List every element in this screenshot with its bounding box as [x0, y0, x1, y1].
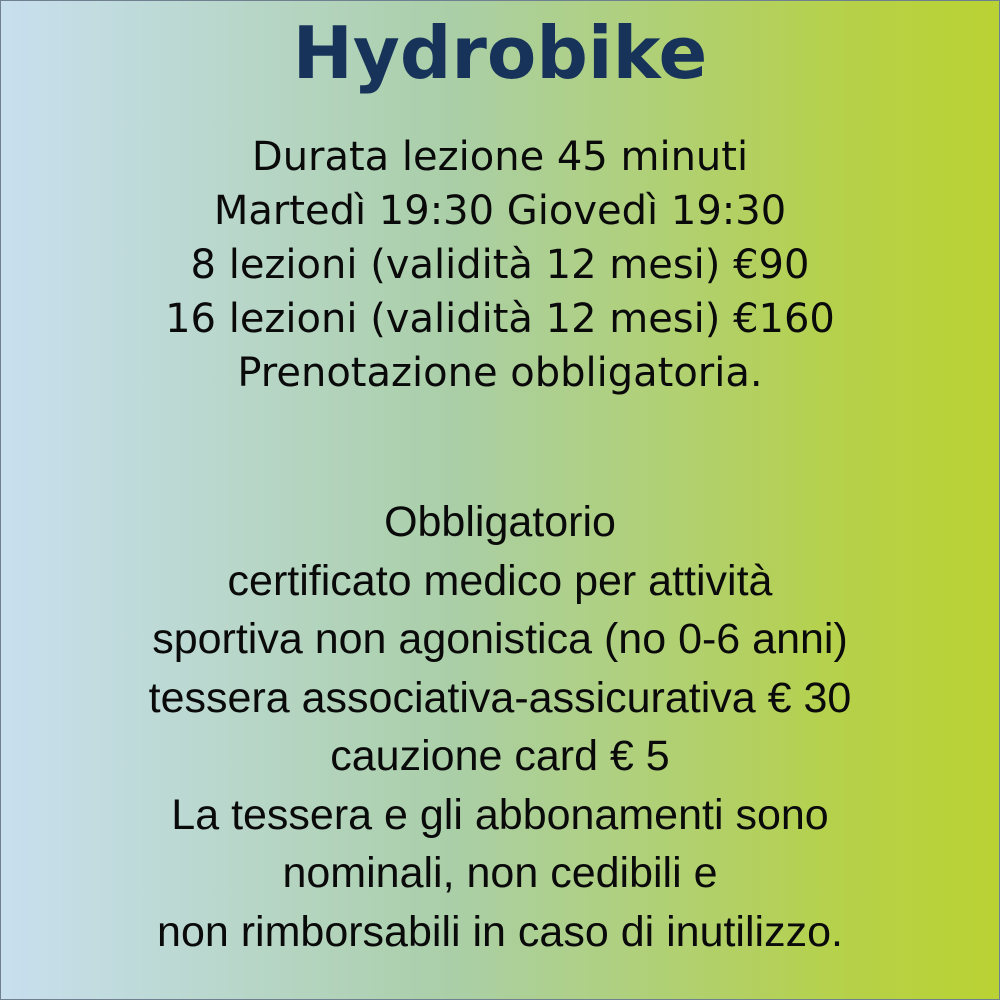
terms-line-2: nominali, non cedibili e	[282, 849, 718, 897]
terms-line-1: La tessera e gli abbonamenti sono	[171, 790, 829, 839]
requirements-heading: Obbligatorio	[384, 498, 616, 546]
medical-certificate-line: certificato medico per attività	[227, 556, 773, 605]
price-16-lessons: 16 lezioni (validità 12 mesi) €160	[165, 296, 835, 342]
booking-note: Prenotazione obbligatoria.	[237, 350, 763, 396]
requirements-info	[1, 493, 999, 961]
page-title: Hydrobike	[292, 11, 708, 95]
membership-fee: tessera associativa-assicurativa € 30	[148, 673, 852, 722]
card-deposit: cauzione card € 5	[330, 732, 670, 780]
terms-line-3: non rimborsabili in caso di inutilizzo.	[157, 907, 843, 956]
lesson-days: Martedì 19:30 Giovedì 19:30	[213, 188, 787, 234]
schedule-info	[1, 130, 999, 400]
lesson-duration: Durata lezione 45 minuti	[251, 134, 749, 180]
medical-certificate-detail: sportiva non agonistica (no 0-6 anni)	[152, 615, 848, 663]
price-8-lessons: 8 lezioni (validità 12 mesi) €90	[190, 242, 810, 288]
